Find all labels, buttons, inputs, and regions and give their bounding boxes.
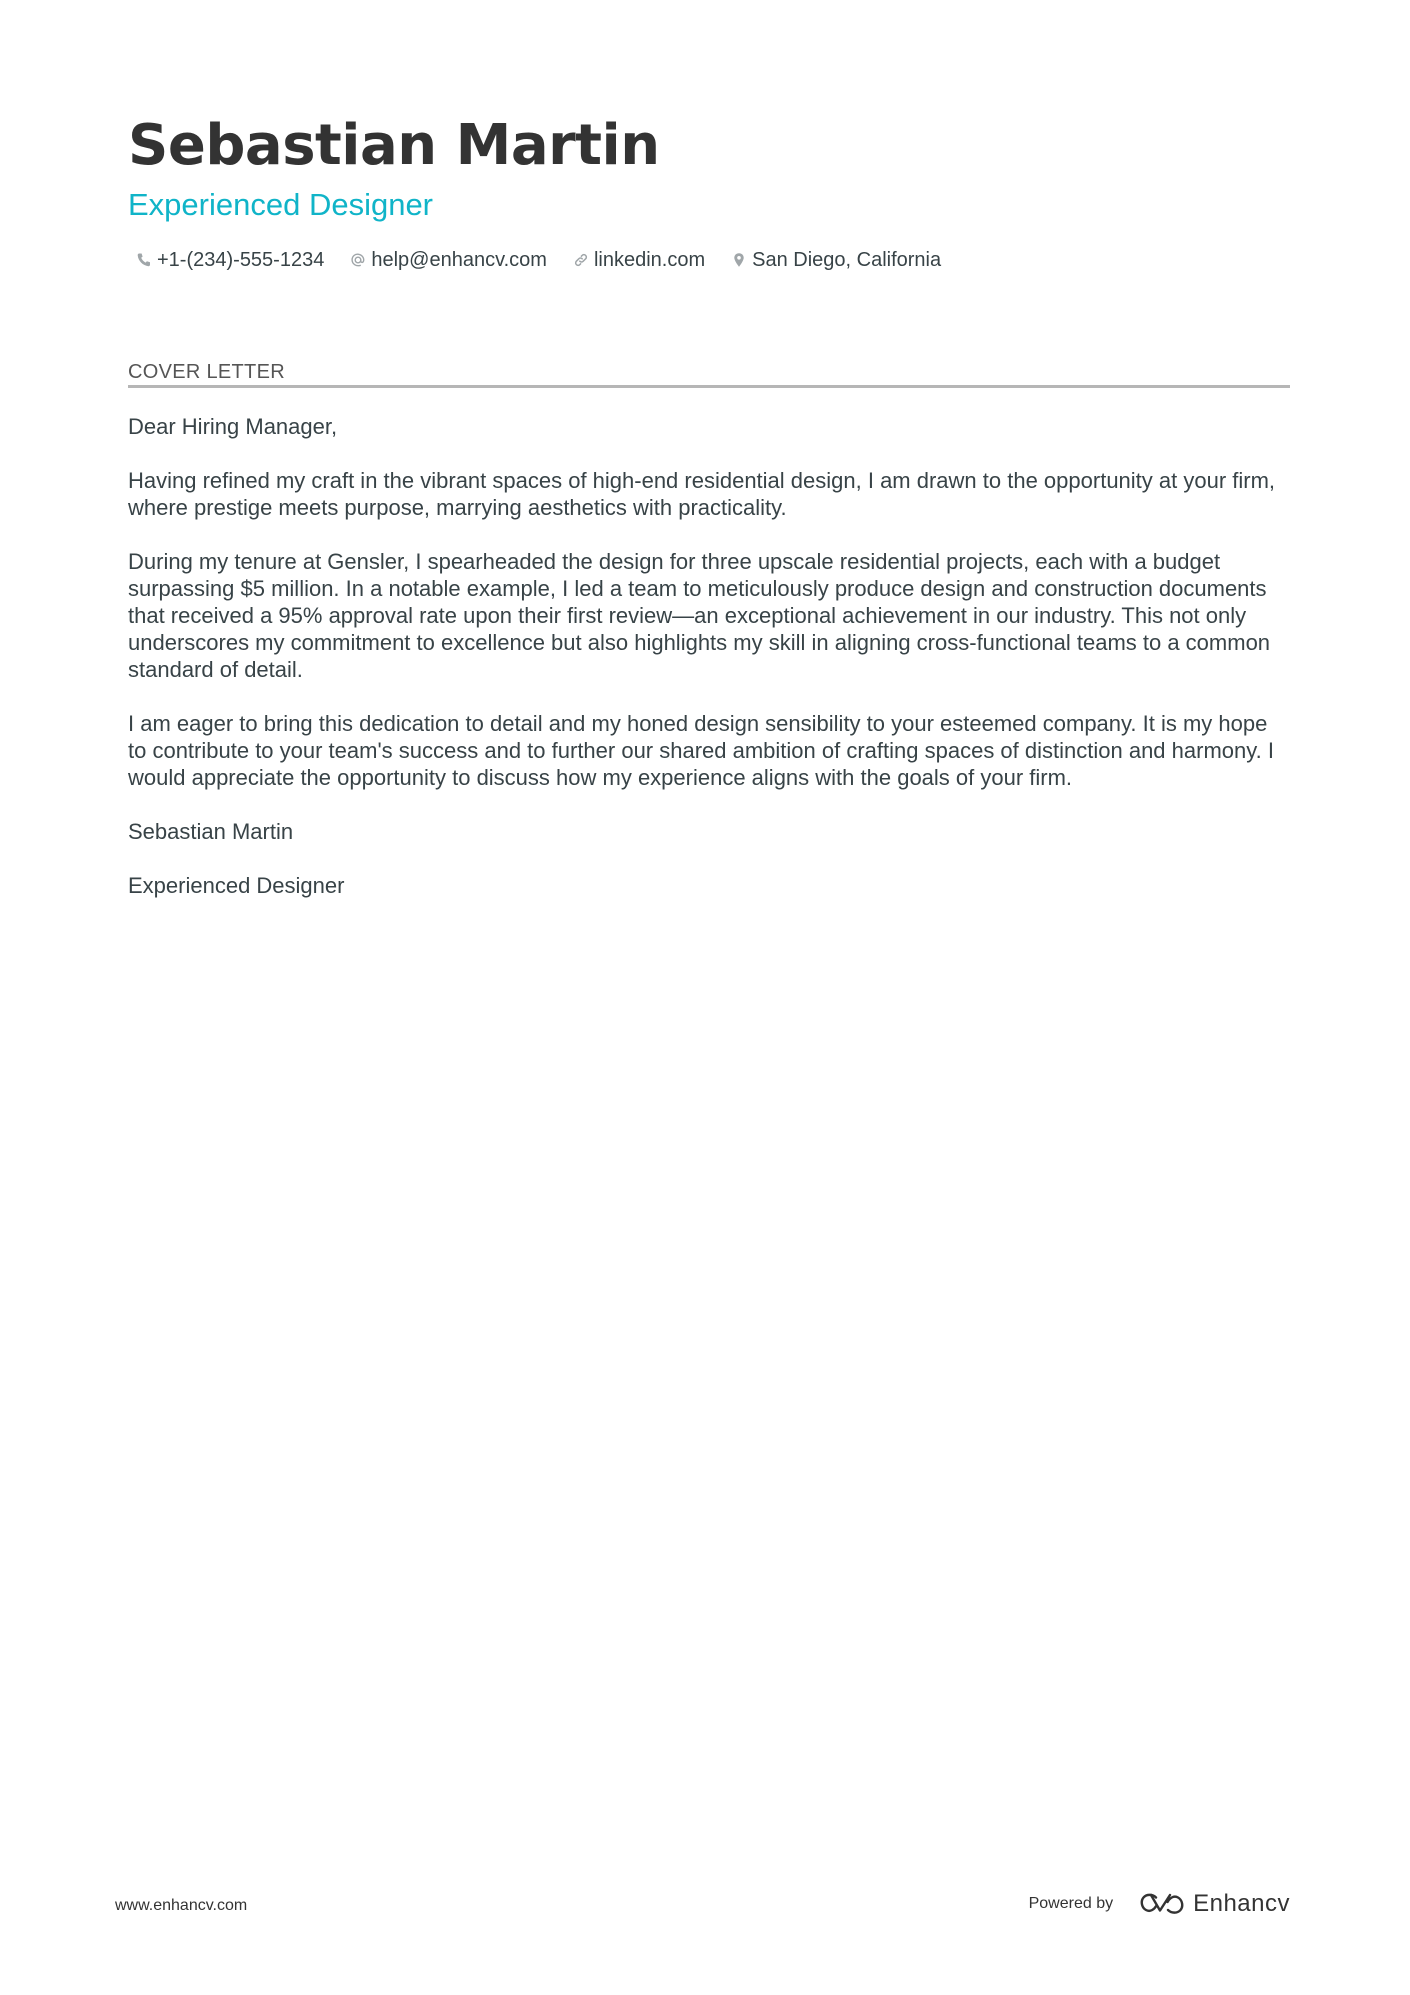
location-text: San Diego, California xyxy=(752,248,942,271)
phone-icon xyxy=(136,252,152,268)
section-divider xyxy=(128,385,1290,388)
email-text: help@enhancv.com xyxy=(371,248,547,271)
link-icon xyxy=(573,252,589,268)
at-icon xyxy=(350,252,366,268)
contact-phone xyxy=(136,249,324,272)
brand-name: Enhancv xyxy=(1193,1890,1290,1917)
footer-branding xyxy=(1029,1884,1290,1924)
location-pin-icon xyxy=(731,252,747,268)
letter-paragraph: Having refined my craft in the vibrant spaces of high-end residential design, I am drawn to the opportunity at your firm, where prestige meets purpose, marrying aesthetics with practicality. xyxy=(128,468,1276,520)
phone-text: +1-(234)-555-1234 xyxy=(157,248,325,271)
powered-by-label: Powered by xyxy=(1028,1895,1114,1912)
candidate-role: Experienced Designer xyxy=(128,187,434,222)
letter-body xyxy=(128,413,1290,926)
candidate-name: Sebastian Martin xyxy=(128,113,660,178)
letter-greeting: Dear Hiring Manager, xyxy=(128,414,338,439)
enhancv-logo-icon xyxy=(1139,1891,1185,1917)
footer-website[interactable]: www.enhancv.com xyxy=(115,1897,248,1914)
signature-title: Experienced Designer xyxy=(128,873,345,898)
link-text: linkedin.com xyxy=(593,248,706,271)
letter-paragraph: I am eager to bring this dedication to detail and my honed design sensibility to your esteemed company. It is my hope to contribute to your team's success and to further our shared ambition of crafting spaces of distinction and harmony. I would appreciate the opportunity to discuss how my experience aligns with the goals of your firm. xyxy=(128,711,1274,790)
letter-paragraph: During my tenure at Gensler, I spearheaded the design for three upscale residential projects, each with a budget surpassing $5 million. In a notable example, I led a team to meticulously produce design and construction documents that received a 95% approval rate upon their first review—an exceptional achievement in our industry. This not only underscores my commitment to excellence but also highlights my skill in aligning cross-functional teams to a common standard of detail. xyxy=(128,549,1271,682)
contact-location xyxy=(731,249,941,272)
section-title: COVER LETTER xyxy=(128,361,285,383)
signature-name: Sebastian Martin xyxy=(128,819,294,844)
contact-email xyxy=(350,249,547,272)
contact-link xyxy=(573,249,705,272)
contact-bar xyxy=(136,246,967,274)
